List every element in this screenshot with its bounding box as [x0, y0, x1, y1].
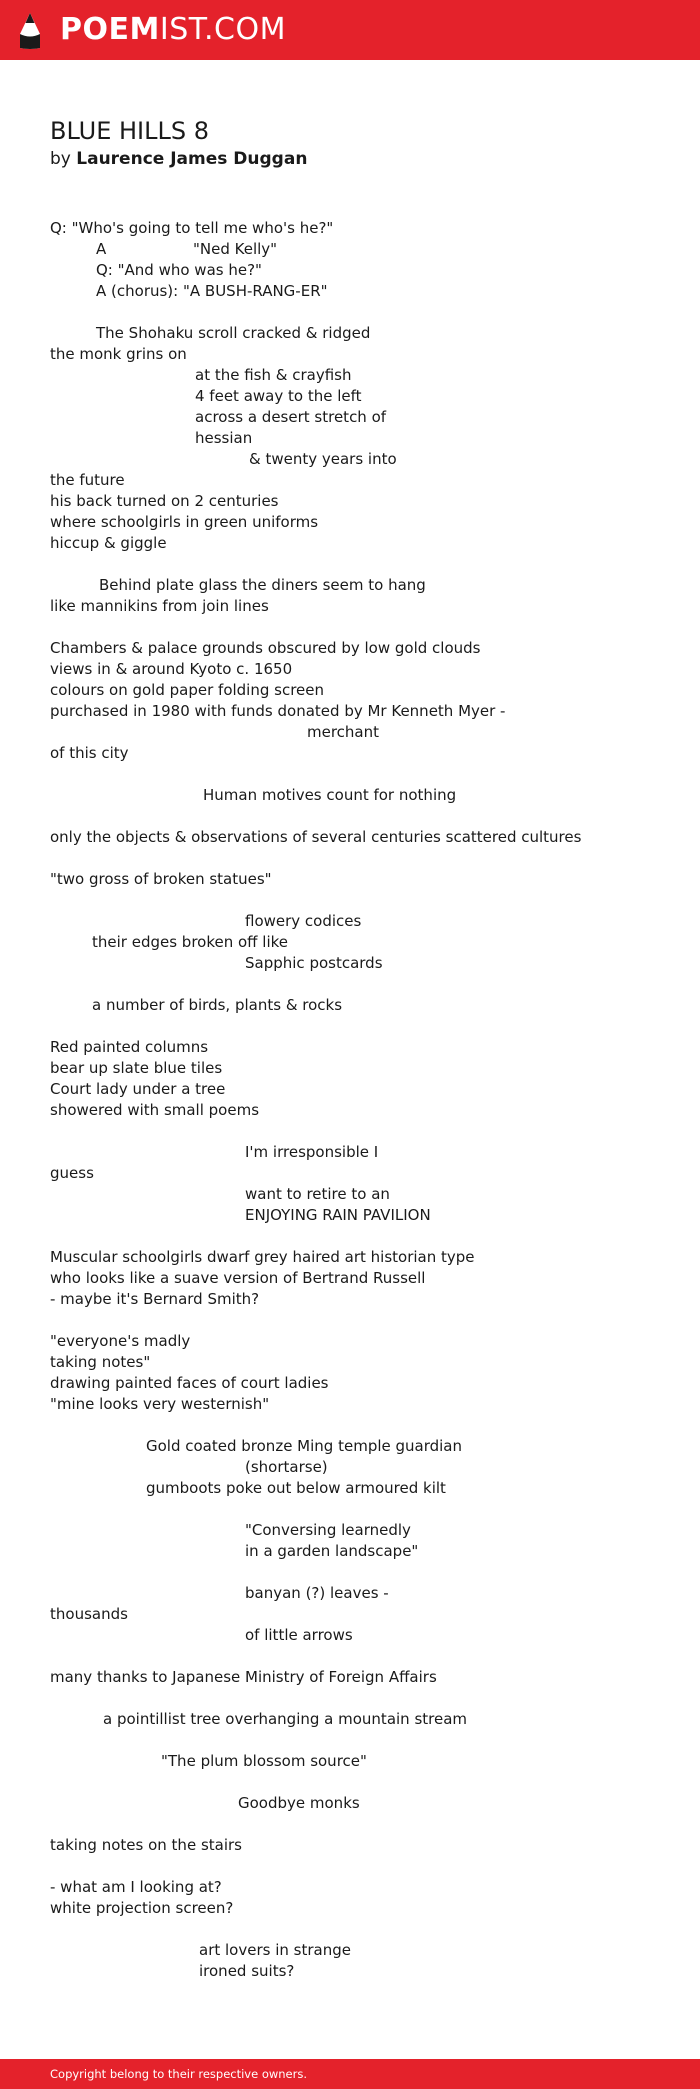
poem-line: "The plum blossom source": [161, 1752, 367, 1770]
poem-line: banyan (?) leaves -: [245, 1584, 389, 1602]
stanza-break: [50, 302, 670, 323]
poem-line: Q: "Who's going to tell me who's he?": [50, 219, 334, 237]
site-footer: [0, 2059, 700, 2089]
poem-line: The Shohaku scroll cracked & ridged: [96, 324, 371, 342]
poem-line: merchant: [307, 723, 380, 741]
poem-line: showered with small poems: [50, 1101, 260, 1119]
poem-line: I'm irresponsible I: [245, 1143, 379, 1161]
poem-line: "everyone's madly: [50, 1332, 191, 1350]
poem-line: A: [96, 240, 107, 258]
copyright-notice: Copyright belong to their respective owners.: [50, 2067, 308, 2081]
poem-line: white projection screen?: [50, 1899, 234, 1917]
stanza-break: [50, 890, 670, 911]
author-name[interactable]: Laurence James Duggan: [76, 149, 308, 169]
stanza-break: [50, 1310, 670, 1331]
poem-line: across a desert stretch of: [195, 408, 387, 426]
stanza-break: [50, 764, 670, 785]
poem-line: drawing painted faces of court ladies: [50, 1374, 329, 1392]
stanza-break: [50, 1919, 670, 1940]
poem-line: Muscular schoolgirls dwarf grey haired art historian type: [50, 1248, 475, 1266]
poem-line: ENJOYING RAIN PAVILION: [245, 1206, 431, 1224]
poem-line: Court lady under a tree: [50, 1080, 226, 1098]
byline: [50, 147, 307, 171]
poem-line: who looks like a suave version of Bertrand Russell: [50, 1269, 426, 1287]
stanza-break: [50, 1814, 670, 1835]
poem-line: the monk grins on: [50, 345, 187, 363]
poem-line: guess: [50, 1164, 94, 1182]
poem-line: 4 feet away to the left: [195, 387, 362, 405]
stanza-break: [50, 974, 670, 995]
logo-light-text: IST.COM: [159, 12, 286, 47]
poem-title: BLUE HILLS 8: [50, 117, 209, 145]
poem-line: Chambers & palace grounds obscured by low gold clouds: [50, 639, 481, 657]
stanza-break: [50, 1226, 670, 1247]
stanza-break: [50, 1772, 670, 1793]
poem-line: Gold coated bronze Ming temple guardian: [146, 1437, 463, 1455]
poem-line: taking notes": [50, 1353, 151, 1371]
poem-line: views in & around Kyoto c. 1650: [50, 660, 293, 678]
poem-line: ironed suits?: [199, 1962, 295, 1980]
stanza-break: [50, 1415, 670, 1436]
poem-line: taking notes on the stairs: [50, 1836, 242, 1854]
poem-line: thousands: [50, 1605, 128, 1623]
stanza-break: [50, 617, 670, 638]
stanza-break: [50, 1562, 670, 1583]
poem-line: hessian: [195, 429, 253, 447]
poem-line: at the fish & crayfish: [195, 366, 352, 384]
poem-line: "mine looks very westernish": [50, 1395, 270, 1413]
poem-line: "Ned Kelly": [193, 240, 278, 258]
by-label: by: [50, 149, 71, 169]
stanza-break: [50, 1646, 670, 1667]
stanza-break: [50, 1730, 670, 1751]
site-header: [0, 0, 700, 60]
poem-line: Goodbye monks: [238, 1794, 360, 1812]
poem-line: of little arrows: [245, 1626, 353, 1644]
stanza-break: [50, 1499, 670, 1520]
poem-line: gumboots poke out below armoured kilt: [146, 1479, 446, 1497]
stanza-break: [50, 1121, 670, 1142]
poem-line: "two gross of broken statues": [50, 870, 272, 888]
poem-line: A (chorus): "A BUSH-RANG-ER": [96, 282, 328, 300]
poem-line: many thanks to Japanese Ministry of Foreign Affairs: [50, 1668, 437, 1686]
poem-line: Sapphic postcards: [245, 954, 383, 972]
poem-line: "Conversing learnedly: [245, 1521, 411, 1539]
stanza-break: [50, 848, 670, 869]
poem-line: of this city: [50, 744, 129, 762]
poem-line: their edges broken off like: [92, 933, 288, 951]
stanza-break: [50, 1688, 670, 1709]
poem-line: (shortarse): [245, 1458, 328, 1476]
poem-line-group: [50, 239, 670, 260]
poem-line: art lovers in strange: [199, 1941, 351, 1959]
poem-line: the future: [50, 471, 125, 489]
poem-line: flowery codices: [245, 912, 362, 930]
poem-line: want to retire to an: [245, 1185, 390, 1203]
stanza-break: [50, 1856, 670, 1877]
poem-body: [50, 218, 670, 1982]
poem-line: in a garden landscape": [245, 1542, 419, 1560]
site-logo[interactable]: [60, 13, 286, 47]
stanza-break: [50, 806, 670, 827]
poem-line: a pointillist tree overhanging a mountain stream: [103, 1710, 468, 1728]
poem-line: colours on gold paper folding screen: [50, 681, 325, 699]
poem-line: purchased in 1980 with funds donated by Mr Kenneth Myer -: [50, 702, 506, 720]
poem-line: - what am I looking at?: [50, 1878, 222, 1896]
poem-line: a number of birds, plants & rocks: [92, 996, 343, 1014]
poem-line: Human motives count for nothing: [203, 786, 457, 804]
poem-line: Q: "And who was he?": [96, 261, 262, 279]
poem-line: where schoolgirls in green uniforms: [50, 513, 319, 531]
stanza-break: [50, 554, 670, 575]
poem-line: bear up slate blue tiles: [50, 1059, 223, 1077]
poem-line: - maybe it's Bernard Smith?: [50, 1290, 260, 1308]
poem-line: only the objects & observations of several centuries scattered cultures: [50, 828, 582, 846]
poem-line: like mannikins from join lines: [50, 597, 269, 615]
stanza-break: [50, 1016, 670, 1037]
poem-line: Red painted columns: [50, 1038, 209, 1056]
logo-bold-text: POEM: [60, 12, 160, 47]
pencil-tip-icon: [16, 12, 44, 50]
poem-line: hiccup & giggle: [50, 534, 167, 552]
poem-line: his back turned on 2 centuries: [50, 492, 279, 510]
poem-line: & twenty years into: [249, 450, 397, 468]
poem-line: Behind plate glass the diners seem to hang: [99, 576, 426, 594]
